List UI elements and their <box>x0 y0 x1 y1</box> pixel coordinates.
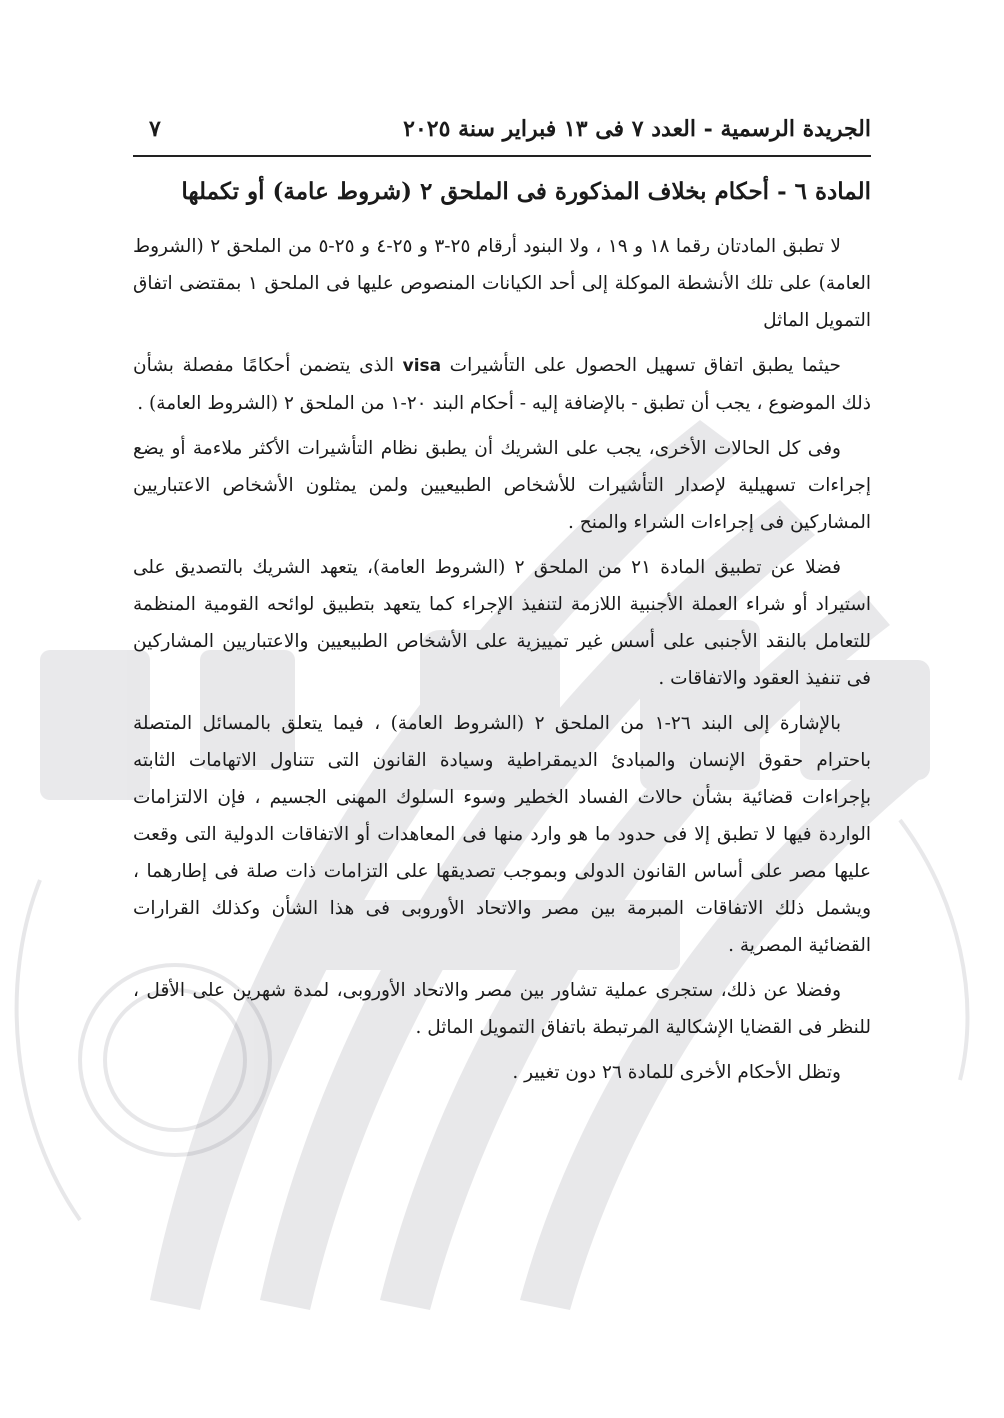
paragraph: فضلا عن تطبيق المادة ٢١ من الملحق ٢ (الشروط العامة)، يتعهد الشريك بالتصديق على استيراد أو شراء العملة الأجنبية اللازمة لتنفيذ الإجراء كما يتعهد بتطبيق لوائحه القومية المنظمة للتعامل بالنقد الأجنبى على أسس غير تمييزية على الأشخاص الطبيعيين والاعتباريين المشاركين فى تنفيذ العقود والاتفاقات . <box>133 557 871 689</box>
gazette-title: الجريدة الرسمية - العدد ٧ فى ١٣ فبراير سنة ٢٠٢٥ <box>403 116 871 142</box>
paragraph: وفضلا عن ذلك، ستجرى عملية تشاور بين مصر والاتحاد الأوروبى، لمدة شهرين على الأقل ، للنظر فى القضايا الإشكالية المرتبطة باتفاق التمويل الماثل . <box>133 980 871 1038</box>
visa-term: visa <box>402 356 442 376</box>
paragraph: وفى كل الحالات الأخرى، يجب على الشريك أن يطبق نظام التأشيرات الأكثر ملاءمة أو يضع إجراءات تسهيلية لإصدار التأشيرات للأشخاص الطبيعيين ولمن يمثلون الأشخاص الاعتباريين المشاركين فى إجراءات الشراء والمنح . <box>133 438 871 533</box>
visa-text-before: حيثما يطبق اتفاق تسهيل الحصول على التأشيرات <box>441 355 841 376</box>
page-header <box>133 112 871 152</box>
paragraph-visa <box>133 347 871 422</box>
header-divider <box>133 155 871 157</box>
article-heading: المادة ٦ - أحكام بخلاف المذكورة فى الملحق ٢ (شروط عامة) أو تكملها <box>181 178 871 205</box>
paragraph: لا تطبق المادتان رقما ١٨ و ١٩ ، ولا البنود أرقام ٢٥-٣ و ٢٥-٤ و ٢٥-٥ من الملحق ٢ (الشروط العامة) على تلك الأنشطة الموكلة إلى أحد الكيانات المنصوص عليها فى الملحق ١ بمقتضى اتفاق التمويل الماثل <box>133 236 871 331</box>
paragraph: وتظل الأحكام الأخرى للمادة ٢٦ دون تغيير . <box>512 1062 841 1083</box>
visa-text-after: الذى يتضمن أحكامًا <box>242 355 403 376</box>
article-body <box>133 228 871 1099</box>
page-number: ٧ <box>149 116 161 142</box>
paragraph: بالإشارة إلى البند ٢٦-١ من الملحق ٢ (الشروط العامة) ، فيما يتعلق بالمسائل المتصلة باحترام حقوق الإنسان والمبادئ الديمقراطية وسيادة القانون التى تتناول الاتهامات الثابته بإجراءات قضائية بشأن حالات الفساد الخطير وسوء السلوك المهنى الجسيم ، فإن الالتزامات الواردة فيها لا تطبق إلا فى حدود ما هو وارد منها فى المعاهدات أو الاتفاقات الدولية التى وقعت عليها مصر على أساس القانون الدولى وبموجب تصديقها على التزامات ذات صلة فى إطارهما ، ويشمل ذلك الاتفاقات المبرمة بين مصر والاتحاد الأوروبى فى هذا الشأن وكذلك القرارات القضائية المصرية . <box>133 713 871 956</box>
visa-paragraph-continuation: مفصلة بشأن ذلك الموضوع ، يجب أن تطبق - بالإضافة إليه - أحكام البند ٢٠-١ من الملحق ٢ (الشروط العامة) . <box>133 355 871 414</box>
